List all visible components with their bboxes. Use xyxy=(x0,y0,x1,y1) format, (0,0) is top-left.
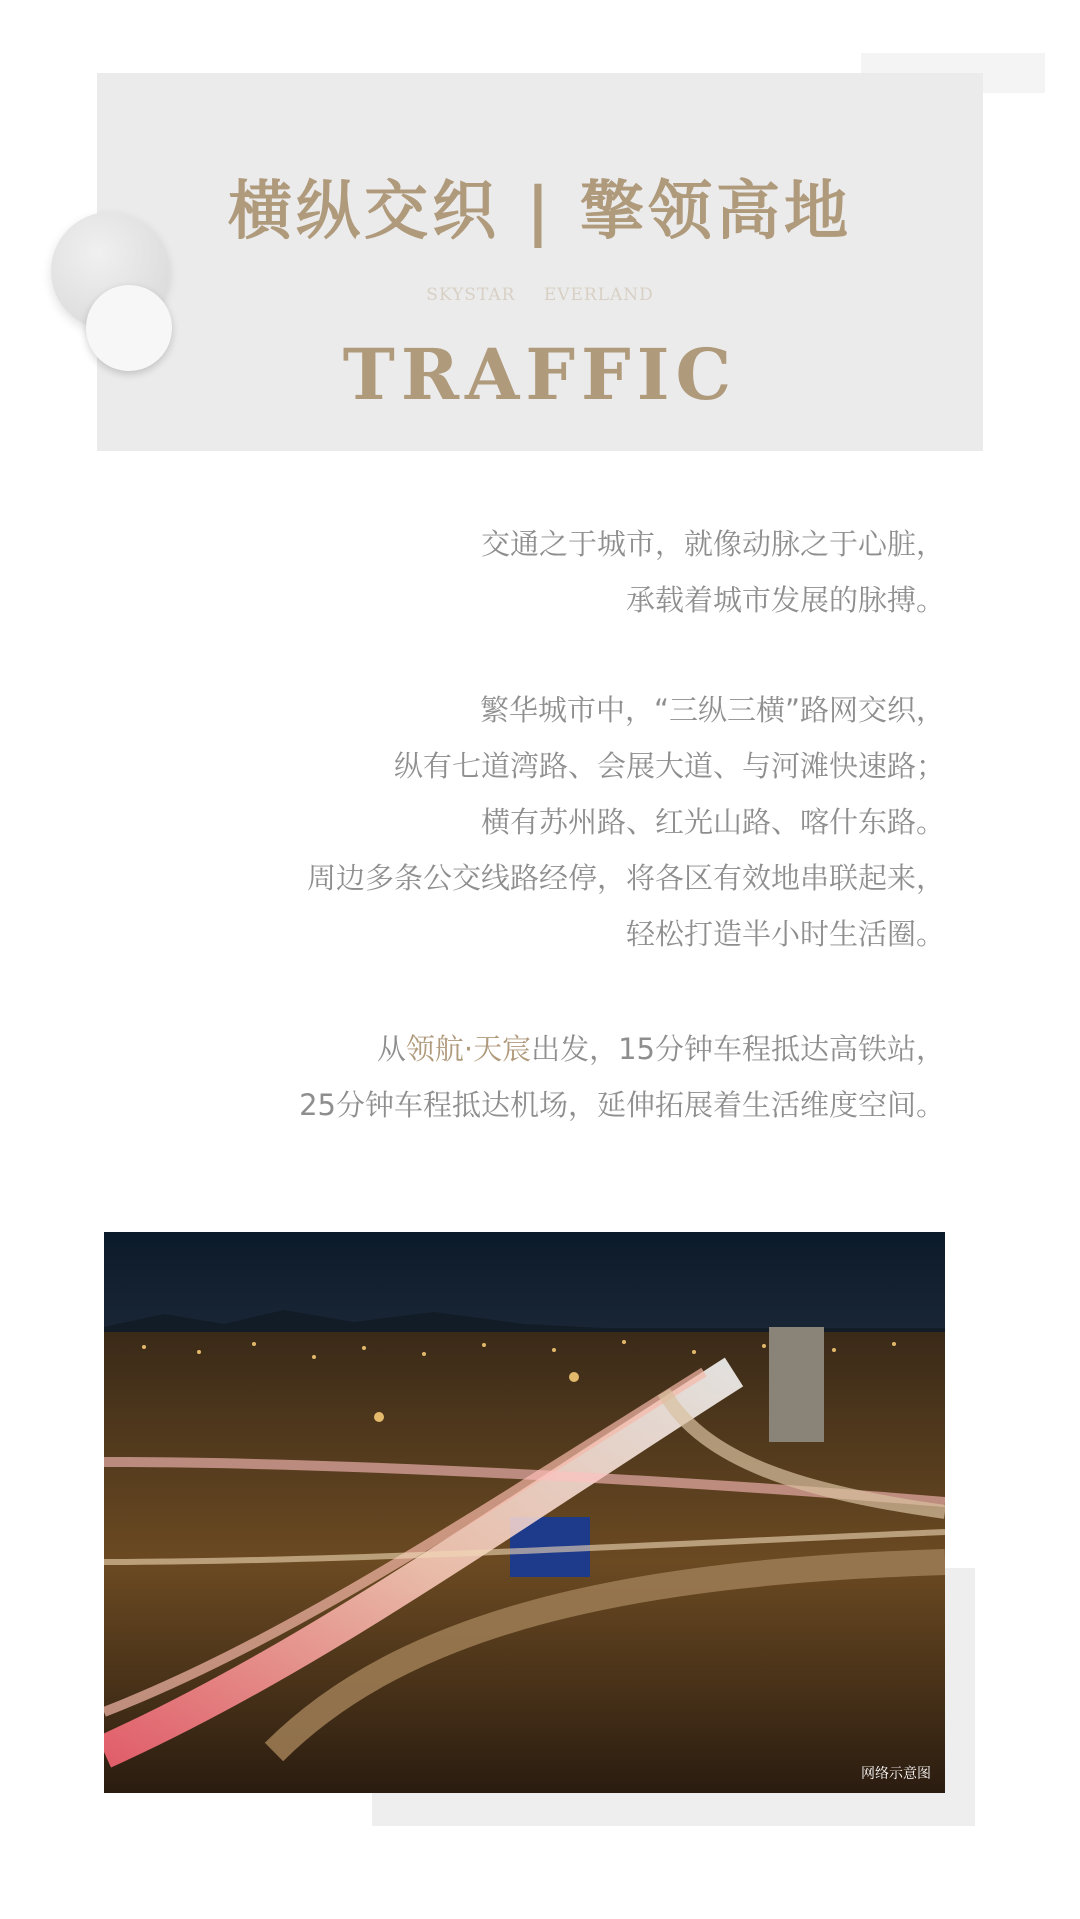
page-title: 横纵交织 | 擎领高地 xyxy=(228,175,852,249)
text-line: 交通之于城市，就像动脉之于心脏， xyxy=(480,527,945,561)
text-line: 繁华城市中，“三纵三横”路网交织， xyxy=(479,693,945,727)
section-title-en: TRAFFIC xyxy=(342,333,738,416)
text-line: 纵有七道湾路、会展大道、与河滩快速路； xyxy=(393,749,945,783)
text-line xyxy=(145,1021,945,1077)
paragraph-roads xyxy=(145,682,945,962)
brand-subtitle: SKYSTAR EVERLAND xyxy=(426,285,654,305)
photo-caption: 网络示意图 xyxy=(861,1766,931,1782)
text-prefix: 从 xyxy=(376,1032,406,1066)
project-name: 领航·天宸 xyxy=(405,1032,532,1066)
text-line: 周边多条公交线路经停，将各区有效地串联起来， xyxy=(306,861,945,895)
city-traffic-photo xyxy=(104,1232,945,1793)
text-line: 横有苏州路、红光山路、喀什东路。 xyxy=(480,805,945,839)
text-line: 轻松打造半小时生活圈。 xyxy=(625,917,945,951)
text-line: 25分钟车程抵达机场，延伸拓展着生活维度空间。 xyxy=(299,1088,945,1122)
text-line: 承载着城市发展的脉搏。 xyxy=(625,583,945,617)
paragraph-commute xyxy=(145,1021,945,1133)
paragraph-intro xyxy=(145,516,945,628)
text-suffix: 出发，15分钟车程抵达高铁站， xyxy=(531,1032,945,1066)
